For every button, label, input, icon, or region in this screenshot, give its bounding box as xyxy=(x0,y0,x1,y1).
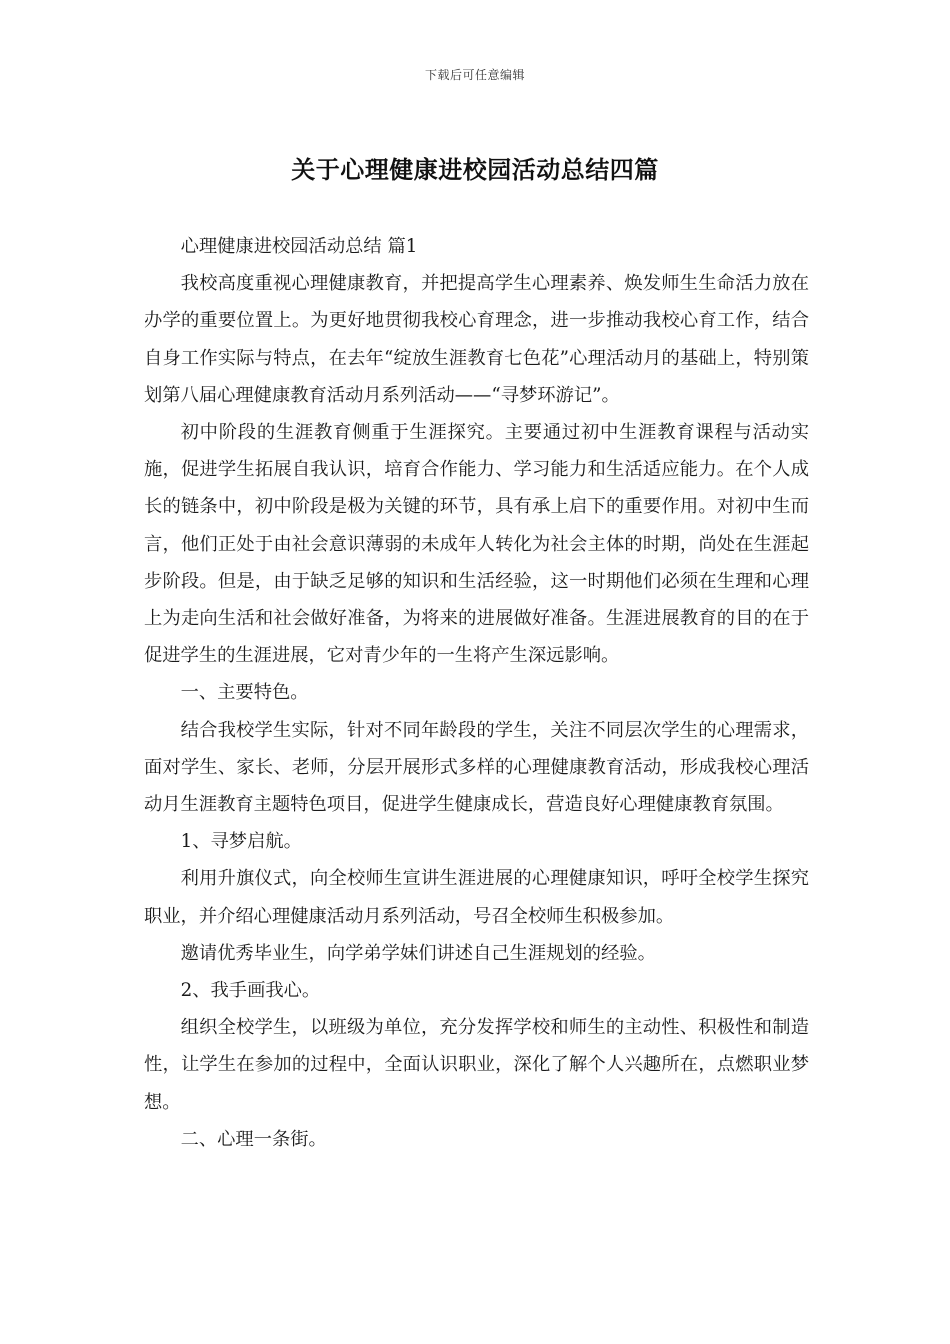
paragraph: 邀请优秀毕业生，向学弟学妹们讲述自己生涯规划的经验。 xyxy=(180,942,656,964)
paragraph: 结合我校学生实际，针对不同年龄段的学生，关注不同层次学生的心理需求，面对学生、家长、老师，分层开展形式多样的心理健康教育活动，形成我校心理活动月生涯教育主题特色项目，促进学生健康成长，营造良好心理健康教育氛围。 xyxy=(144,719,809,816)
header-note: 下载后可任意编辑 xyxy=(424,68,525,82)
paragraph: 利用升旗仪式，向全校师生宣讲生涯进展的心理健康知识，呼吁全校学生探究职业，并介绍心理健康活动月系列活动，号召全校师生积极参加。 xyxy=(144,868,809,927)
document-title: 关于心理健康进校园活动总结四篇 xyxy=(291,155,659,184)
section-heading: 心理健康进校园活动总结 篇1 xyxy=(180,236,418,257)
subheading: 1、寻梦启航。 xyxy=(180,831,302,853)
subheading: 一、主要特色。 xyxy=(180,682,309,704)
paragraph: 初中阶段的生涯教育侧重于生涯探究。主要通过初中生涯教育课程与活动实施，促进学生拓展自我认识，培育合作能力、学习能力和生活适应能力。在个人成长的链条中，初中阶段是极为关键的环节，具有承上启下的重要作用。对初中生而言，他们正处于由社会意识薄弱的未成年人转化为社会主体的时期，尚处在生涯起步阶段。但是，由于缺乏足够的知识和生活经验，这一时期他们必须在生理和心理上为走向生活和社会做好准备，为将来的进展做好准备。生涯进展教育的目的在于促进学生的生涯进展，它对青少年的一生将产生深远影响。 xyxy=(144,422,809,667)
paragraph: 组织全校学生，以班级为单位，充分发挥学校和师生的主动性、积极性和制造性，让学生在参加的过程中，全面认识职业，深化了解个人兴趣所在，点燃职业梦想。 xyxy=(144,1017,809,1113)
paragraph: 我校高度重视心理健康教育，并把提高学生心理素养、焕发师生生命活力放在办学的重要位置上。为更好地贯彻我校心育理念，进一步推动我校心育工作，结合自身工作实际与特点，在去年“绽放生涯教育七色花”心理活动月的基础上，特别策划第八届心理健康教育活动月系列活动——“寻梦环游记”。 xyxy=(144,273,809,406)
document-body xyxy=(144,228,809,1158)
subheading: 二、心理一条街。 xyxy=(180,1128,327,1150)
subheading: 2、我手画我心。 xyxy=(180,980,321,1002)
